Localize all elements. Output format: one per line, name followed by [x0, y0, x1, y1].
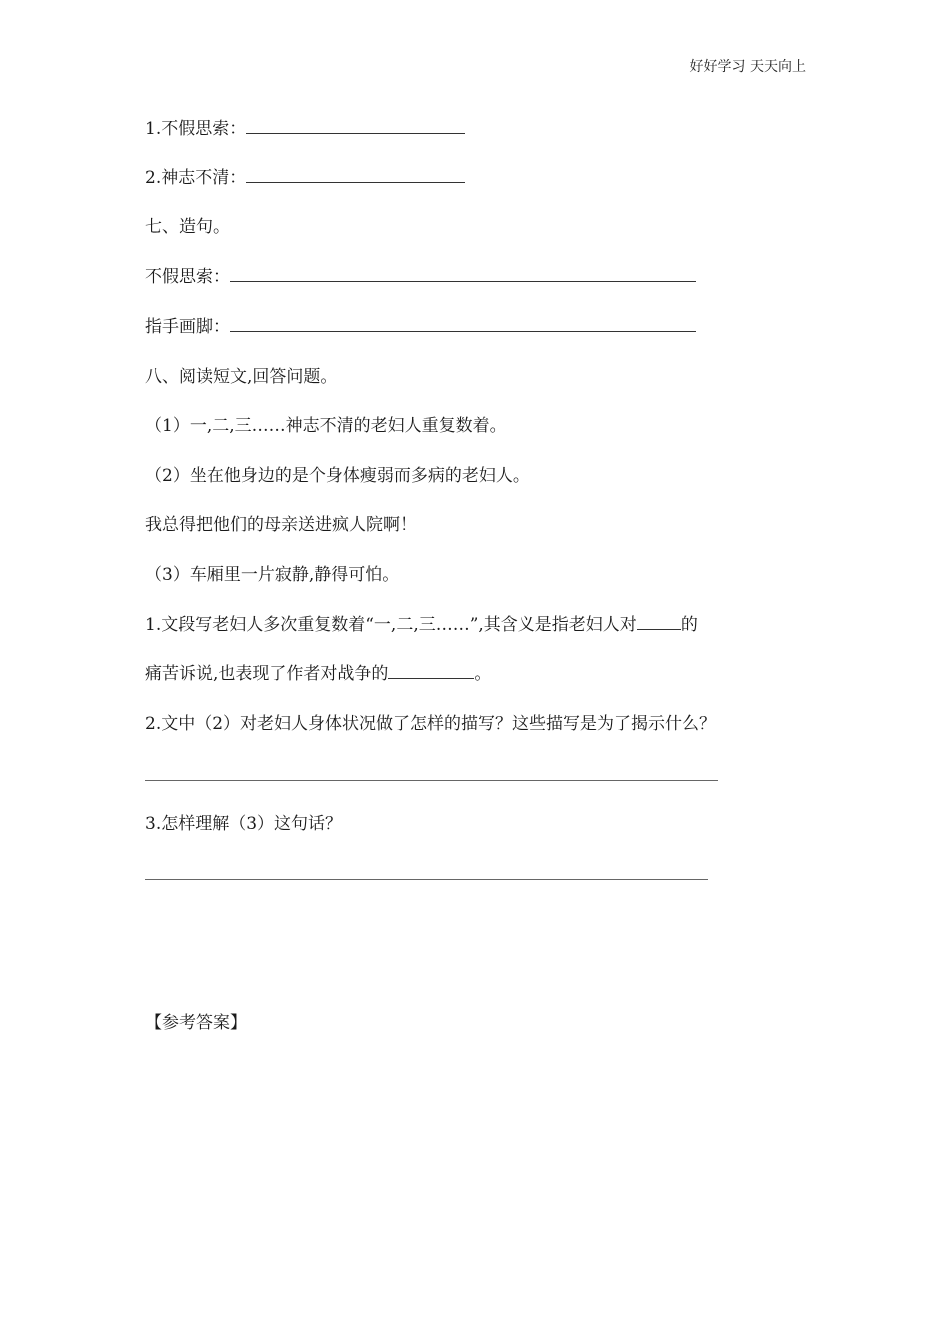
passage-paragraph-3: 我总得把他们的母亲送进疯人院啊！ [145, 515, 417, 535]
passage-paragraph-2: （2）坐在他身边的是个身体瘦弱而多病的老妇人。 [145, 466, 530, 486]
answer-blank[interactable] [388, 664, 474, 679]
sentence-bujiasisuo [145, 265, 696, 289]
question-shenzhibuqing-meaning [145, 166, 465, 190]
question-text: 。 [474, 664, 492, 684]
question-text: 痛苦诉说,也表现了作者对战争的 [145, 664, 389, 684]
sentence-zhishouhuajiao [145, 315, 696, 339]
question-1-line-2 [145, 662, 491, 686]
question-text: 的 [680, 615, 698, 635]
answer-blank[interactable] [637, 615, 681, 630]
passage-paragraph-4: （3）车厢里一片寂静,静得可怕。 [145, 565, 400, 585]
question-2: 2.文中（2）对老妇人身体状况做了怎样的描写？这些描写是为了揭示什么？ [145, 714, 717, 734]
answer-line-question-3[interactable] [145, 879, 708, 880]
question-label: 指手画脚： [145, 317, 230, 337]
answer-blank[interactable] [230, 317, 696, 332]
section-title-sentence-making: 七、造句。 [145, 217, 230, 237]
question-1-line-1 [145, 613, 698, 637]
question-3: 3.怎样理解（3）这句话？ [145, 814, 343, 834]
passage-paragraph-1: （1）一,二,三……神志不清的老妇人重复数着。 [145, 416, 507, 436]
question-label: 1.不假思索： [145, 119, 247, 139]
question-label: 不假思索： [145, 267, 230, 287]
question-text: 1.文段写老妇人多次重复数着“一,二,三……”,其含义是指老妇人对 [145, 615, 637, 635]
section-title-reading: 八、阅读短文,回答问题。 [145, 367, 338, 387]
answer-blank[interactable] [246, 168, 465, 183]
answer-blank[interactable] [246, 119, 465, 134]
page-header-motto: 好好学习 天天向上 [689, 59, 806, 75]
answer-line-question-2[interactable] [145, 780, 718, 781]
answer-blank[interactable] [230, 267, 696, 282]
answers-heading: 【参考答案】 [145, 1013, 247, 1033]
question-label: 2.神志不清： [145, 168, 247, 188]
question-bujiasisuo-meaning [145, 117, 465, 141]
